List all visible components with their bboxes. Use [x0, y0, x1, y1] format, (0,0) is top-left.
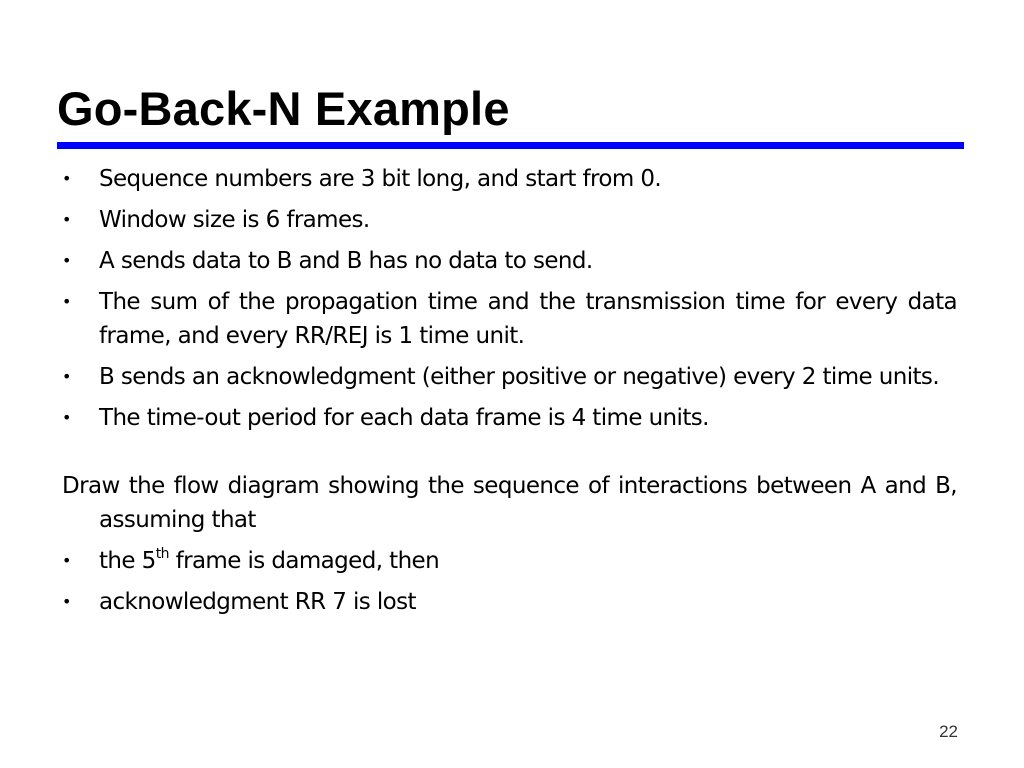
slide-body	[62, 162, 957, 626]
list-item-text: The sum of the propagation time and the transmission time for every data frame, and every RR/REJ is 1 time unit.	[99, 289, 957, 349]
list-item-text: Window size is 6 frames.	[99, 207, 370, 233]
list-item-text: acknowledgment RR 7 is lost	[99, 589, 416, 615]
list-item	[62, 401, 957, 435]
condition-suffix: frame is damaged, then	[168, 548, 440, 574]
list-item	[62, 203, 957, 237]
bullet-icon: •	[62, 408, 71, 427]
assumptions-list	[62, 162, 957, 435]
bullet-icon: •	[62, 169, 71, 188]
list-item	[62, 360, 957, 394]
list-item	[62, 544, 957, 578]
bullet-icon: •	[62, 592, 71, 611]
list-item-text: Sequence numbers are 3 bit long, and start from 0.	[99, 166, 662, 192]
list-item-text: The time-out period for each data frame is 4 time units.	[99, 405, 709, 431]
list-item	[62, 162, 957, 196]
bullet-icon: •	[62, 210, 71, 229]
conditions-list	[62, 544, 957, 619]
list-item	[62, 285, 957, 353]
list-item	[62, 585, 957, 619]
bullet-icon: •	[62, 367, 71, 386]
slide-title: Go-Back-N Example	[57, 82, 510, 135]
task-prompt: Draw the flow diagram showing the sequence of interactions between A and B, assuming that	[62, 473, 957, 533]
title-underline	[57, 142, 964, 149]
condition-prefix: the 5	[99, 548, 156, 574]
bullet-icon: •	[62, 251, 71, 270]
bullet-icon: •	[62, 551, 71, 570]
list-item-text: B sends an acknowledgment (either positive or negative) every 2 time units.	[99, 364, 940, 390]
ordinal-superscript: th	[155, 546, 169, 562]
list-item	[62, 244, 957, 278]
page-number: 22	[939, 722, 958, 741]
list-item-text: A sends data to B and B has no data to send.	[99, 248, 593, 274]
bullet-icon: •	[62, 292, 71, 311]
